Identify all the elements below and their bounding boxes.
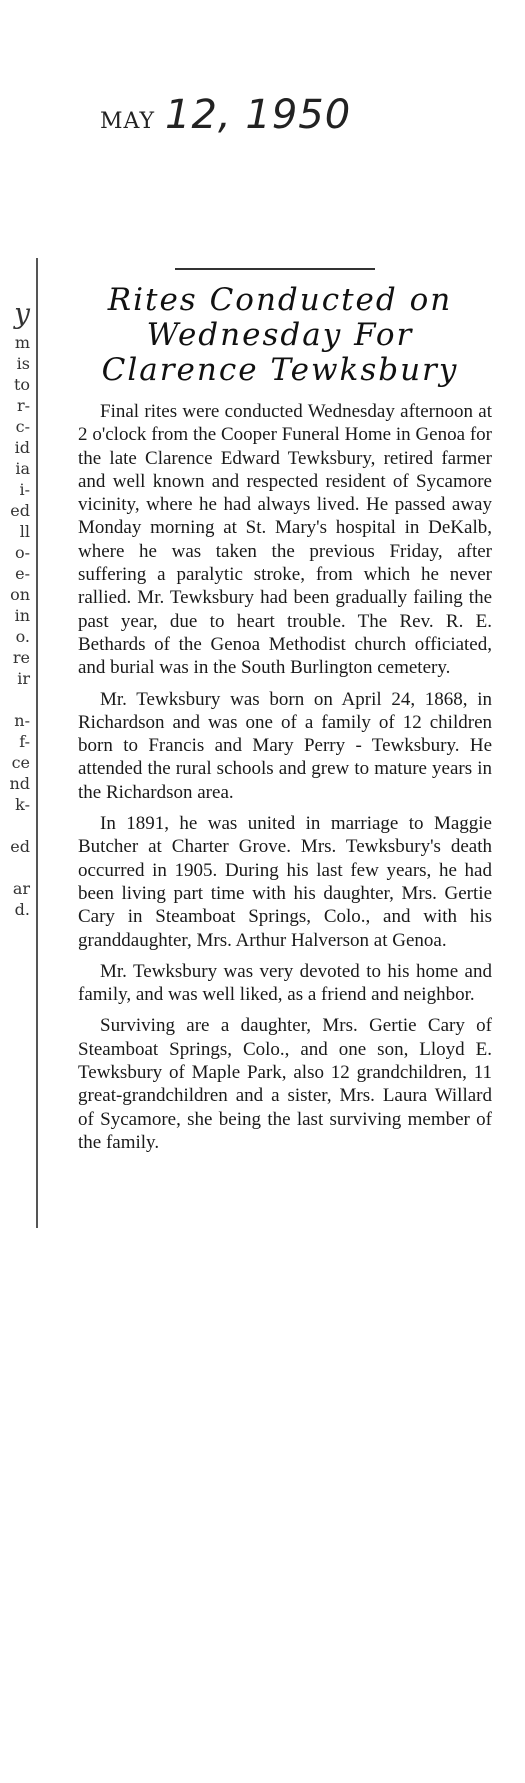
- adjacent-line: ir: [17, 669, 30, 688]
- headline-line: Wednesday For: [146, 317, 414, 353]
- adjacent-line: e-: [15, 564, 30, 583]
- article-paragraph: Surviving are a daughter, Mrs. Gertie Cary of Steamboat Springs, Colo., and one son, Lloyd E. Tewksbury of Maple Park, also 12 grandchildren, 11 great-grandchildren and a sister, Mrs. Laura Willard of Sycamore, she being the last surviving member of the family.: [78, 1015, 492, 1153]
- headline-line: Rites Conducted on: [107, 282, 453, 318]
- headline-line: Clarence Tewksbury: [101, 352, 459, 388]
- date-month: MAY: [100, 109, 156, 134]
- adjacent-line: [0, 689, 30, 710]
- adjacent-line: ce: [11, 753, 30, 772]
- adjacent-line: f-: [19, 732, 30, 751]
- headline-rule: [175, 268, 375, 270]
- adjacent-line: n-: [14, 711, 30, 730]
- adjacent-column-fragment: [0, 297, 30, 920]
- adjacent-line: i-: [19, 480, 30, 499]
- clipping-date: [100, 92, 351, 138]
- adjacent-line: k-: [15, 795, 30, 814]
- article-paragraph: Mr. Tewksbury was born on April 24, 1868, in Richardson and was one of a family of 12 children born to Francis and Mary Perry - Tewksbury. He attended the rural schools and grew to mature years in the Richardson area.: [78, 688, 492, 803]
- adjacent-line: ed: [10, 501, 30, 520]
- adjacent-line: nd: [9, 774, 30, 793]
- adjacent-line: id: [14, 438, 30, 457]
- adjacent-line: c-: [15, 417, 30, 436]
- adjacent-line: ed: [10, 837, 30, 856]
- adjacent-line: d.: [14, 900, 30, 919]
- adjacent-line: [0, 815, 30, 836]
- adjacent-line: o.: [15, 627, 30, 646]
- adjacent-line: m: [14, 333, 30, 352]
- adjacent-line: re: [12, 648, 30, 667]
- adjacent-line: r-: [16, 396, 30, 415]
- date-handwritten: 12, 1950: [165, 92, 352, 138]
- adjacent-line: is: [16, 354, 30, 373]
- article-paragraph: In 1891, he was united in marriage to Maggie Butcher at Charter Grove. Mrs. Tewksbury's death occurred in 1905. During his last few years, he had been living part time with his daughter, Mrs. Gertie Cary in Steamboat Springs, Colo., and with his granddaughter, Mrs. Arthur Halverson at Genoa.: [78, 813, 492, 951]
- article-paragraph: Final rites were conducted Wednesday afternoon at 2 o'clock from the Cooper Funeral Home in Genoa for the late Clarence Edward Tewksbury, retired farmer and well known and respected resident of Sycamore vicinity, where he had always lived. He passed away Monday morning at St. Mary's hospital in DeKalb, where he was taken the previous Friday, after suffering a paralytic stroke, from which he never rallied. Mr. Tewksbury had been gradually failing the past year, due to heart trouble. The Rev. R. E. Bethards of the Genoa Methodist church officiated, and burial was in the South Burlington cemetery.: [78, 401, 492, 679]
- adjacent-line: ll: [19, 522, 30, 541]
- article-body: [78, 400, 492, 1162]
- adjacent-line: in: [14, 606, 30, 625]
- adjacent-line: y: [14, 297, 30, 330]
- adjacent-line: ia: [15, 459, 30, 478]
- adjacent-line: ar: [12, 879, 30, 898]
- adjacent-line: to: [13, 375, 30, 394]
- article-paragraph: Mr. Tewksbury was very devoted to his home and family, and was well liked, as a friend and neighbor.: [78, 960, 492, 1006]
- adjacent-line: on: [10, 585, 30, 604]
- column-rule: [36, 258, 38, 1228]
- headline: [60, 283, 500, 388]
- adjacent-line: o-: [14, 543, 30, 562]
- adjacent-line: [0, 857, 30, 878]
